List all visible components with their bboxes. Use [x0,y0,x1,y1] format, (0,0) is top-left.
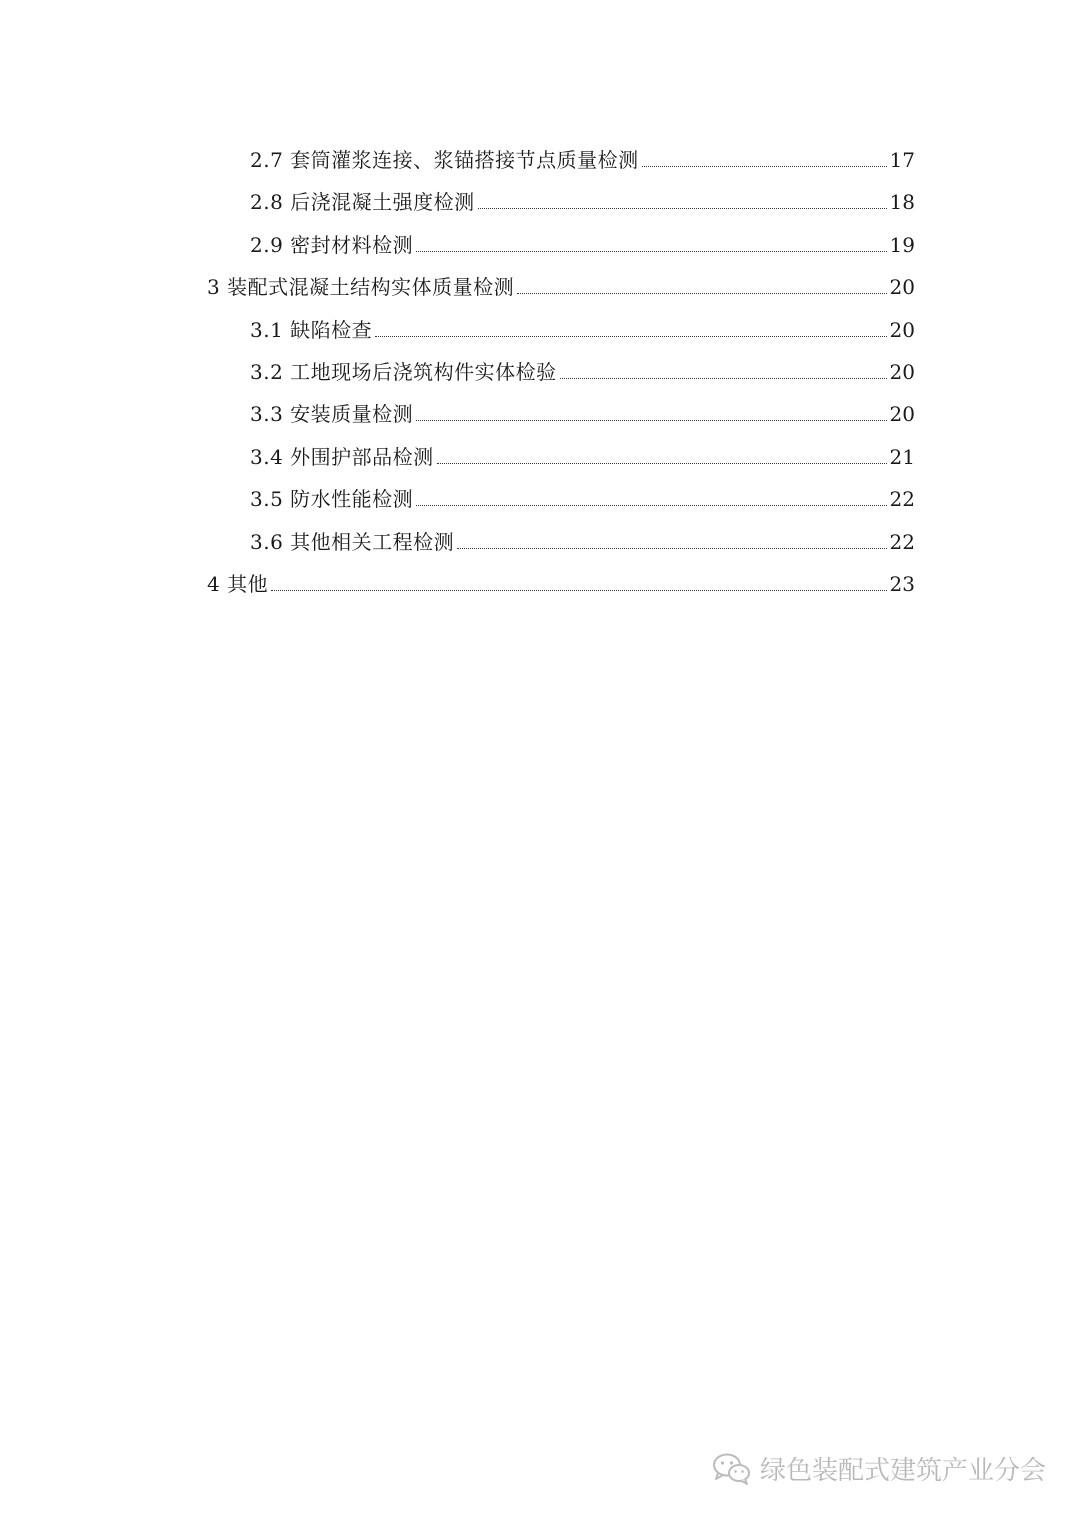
toc-entry-label: 3.2 工地现场后浇筑构件实体检验 [250,360,557,384]
toc-page-number: 23 [889,572,915,596]
toc-dot-leader [457,548,886,549]
toc-page-number: 20 [889,402,915,427]
toc-page-number: 19 [889,232,915,257]
toc-entry-label: 3 装配式混凝土结构实体质量检测 [207,275,515,300]
toc-page-number: 21 [889,444,915,469]
watermark [712,1450,1046,1487]
watermark-text: 绿色装配式建筑产业分会 [759,1456,1046,1486]
toc-dot-leader [375,336,886,337]
toc-entry-label: 3.3 安装质量检测 [250,402,414,427]
toc-page-number: 20 [889,317,915,342]
toc-dot-leader [478,208,887,209]
toc-entry[interactable] [250,216,915,258]
toc-entry-label: 3.6 其他相关工程检测 [250,529,455,554]
toc-entry[interactable] [250,470,915,512]
toc-page-number: 22 [889,487,915,512]
toc-dot-leader [560,378,887,379]
toc-entry-label: 3.4 外围护部品检测 [250,444,434,469]
toc-page-number: 22 [889,529,915,554]
toc-page-number: 18 [889,190,915,215]
toc-page-number: 20 [889,275,915,300]
toc-dot-leader [517,293,886,294]
toc-entry[interactable] [250,301,915,343]
toc-page-number: 17 [889,148,915,172]
toc-entry-label: 4 其他 [207,572,269,596]
toc-entry-label: 3.5 防水性能检测 [250,487,414,512]
toc-entry[interactable] [250,513,915,555]
toc-entry[interactable] [250,428,915,470]
toc-dot-leader [642,166,887,167]
toc-entry-label: 2.8 后浇混凝土强度检测 [250,190,475,215]
toc-entry-label: 3.1 缺陷检查 [250,317,373,342]
toc-entry[interactable] [250,385,915,427]
toc-page-number: 20 [889,360,915,384]
toc-dot-leader [437,463,887,464]
wechat-icon [712,1452,752,1486]
toc-dot-leader [416,505,886,506]
toc-entry-label: 2.9 密封材料检测 [250,232,414,257]
toc-entry-label: 2.7 套筒灌浆连接、浆锚搭接节点质量检测 [250,148,639,172]
toc-entry[interactable] [207,555,915,597]
toc-entry[interactable] [207,258,915,300]
toc-dot-leader [271,590,886,591]
toc-entry[interactable] [250,131,915,173]
toc-entry[interactable] [250,173,915,215]
toc-entry[interactable] [250,343,915,385]
toc-dot-leader [416,251,886,252]
toc-dot-leader [416,420,886,421]
